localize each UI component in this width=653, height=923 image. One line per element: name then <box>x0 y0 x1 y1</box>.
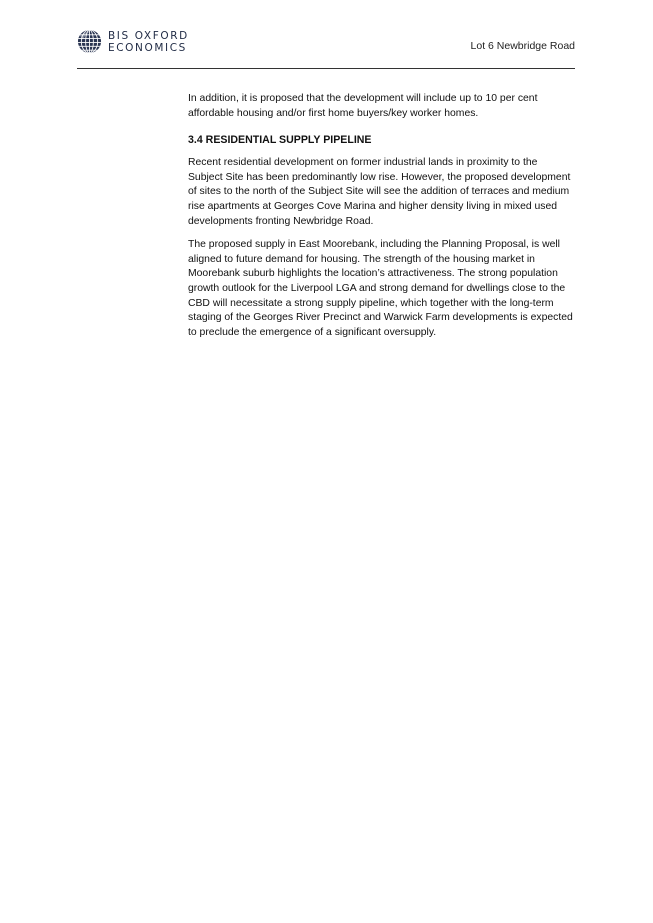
company-logo <box>77 29 189 54</box>
logo-line-1: BIS OXFORD <box>108 29 189 42</box>
body-paragraph-1: Recent residential development on former industrial lands in proximity to the Subject Site has been predominantly low rise. However, the proposed development of sites to the north of the Subject Site will see the addition of terraces and medium rise apartments at Georges Cove Marina and higher density living in mixed used developments fronting Newbridge Road. <box>188 157 571 227</box>
globe-icon <box>77 29 102 54</box>
document-body <box>188 92 573 349</box>
page-header <box>77 27 575 69</box>
logo-line-2: ECONOMICS <box>108 41 187 54</box>
header-divider <box>77 68 575 69</box>
intro-paragraph: In addition, it is proposed that the development will include up to 10 per cent affordable housing and/or first home buyers/key worker homes. <box>188 93 538 119</box>
section-heading: 3.4 RESIDENTIAL SUPPLY PIPELINE <box>188 134 372 147</box>
body-paragraph-2: The proposed supply in East Moorebank, including the Planning Proposal, is well aligned to future demand for housing. The strength of the housing market in Moorebank suburb highlights the location’s attractiveness. The strong population growth outlook for the Liverpool LGA and strong demand for dwellings close to the CBD will necessitate a strong supply pipeline, which together with the long-term staging of the Georges River Precinct and Warwick Farm developments is expected to preclude the emergence of a significant oversupply. <box>188 239 573 338</box>
document-title: Lot 6 Newbridge Road <box>470 40 575 52</box>
logo-wordmark <box>108 30 189 54</box>
